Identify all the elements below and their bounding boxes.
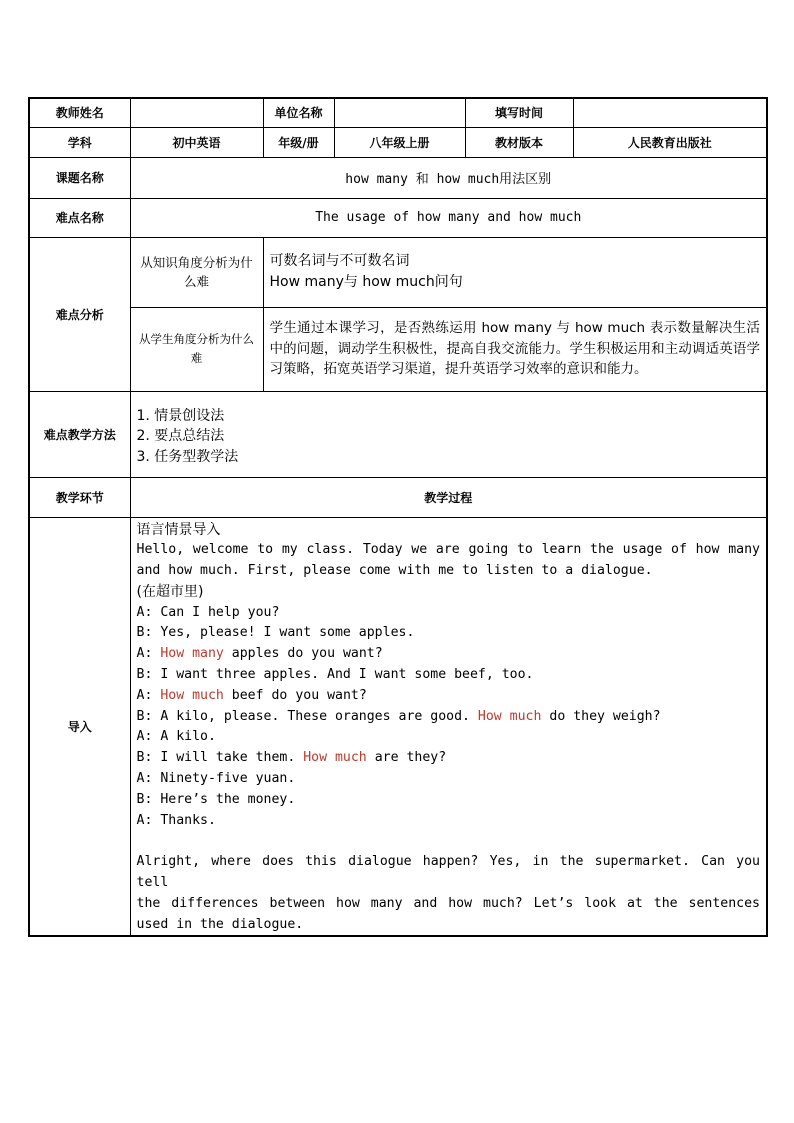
dialogue-line-3-rest: apples do you want? — [223, 646, 383, 662]
method-item-1: 1. 情景创设法 — [136, 407, 225, 424]
analysis-knowledge-row — [29, 237, 767, 307]
dialogue-line-3 — [137, 644, 761, 665]
dialogue-line-8-highlight: How much — [303, 750, 367, 766]
dialogue-line-5-rest: beef do you want? — [223, 687, 367, 703]
analysis-label: 难点分析 — [29, 237, 130, 391]
method-label: 难点教学方法 — [29, 391, 130, 477]
header-row-1 — [29, 98, 767, 127]
intro-para2-line2: the differences between how many and how much? Let’s look at the sentences — [136, 895, 760, 911]
student-angle-content: 学生通过本课学习，是否熟练运用 how many 与 how much 表示数量解决生活中的问题，调动学生积极性，提高自我交流能力。学生积极运用和主动调适英语学习策略，拓宽英语学习渠道，提升英语学习效率的意识和能力。 — [263, 307, 767, 391]
blank-line — [137, 831, 761, 852]
dialogue-line-9: A: Ninety-five yuan. — [136, 771, 296, 787]
topic-label: 课题名称 — [29, 157, 130, 198]
stage-header: 教学环节 — [29, 477, 130, 517]
unit-name-value — [334, 98, 465, 127]
dialogue-line-4: B: I want three apples. And I want some beef, too. — [136, 667, 534, 683]
method-item-2: 2. 要点总结法 — [136, 428, 225, 444]
dialogue-line-6 — [137, 707, 761, 728]
intro-para1-line2: and how much. First, please come with me to listen to a dialogue. — [136, 563, 653, 579]
dialogue-line-5 — [137, 686, 761, 707]
dialogue-line-3-speaker: A: — [136, 646, 161, 662]
teacher-name-label: 教师姓名 — [29, 98, 130, 127]
difficulty-row — [29, 198, 767, 237]
dialogue-line-5-speaker: A: — [136, 687, 161, 703]
dialogue-line-11: A: Thanks. — [136, 812, 216, 828]
dialogue-line-7: A: A kilo. — [136, 729, 216, 745]
intro-stage-label: 导入 — [29, 517, 130, 936]
dialogue-line-2: B: Yes, please! I want some apples. — [136, 625, 415, 641]
dialogue-line-8-rest: are they? — [366, 750, 447, 766]
analysis-student-row — [29, 307, 767, 391]
unit-name-label: 单位名称 — [263, 98, 334, 127]
subject-label: 学科 — [29, 127, 130, 157]
topic-value: how many 和 how much用法区别 — [130, 157, 767, 198]
intro-row — [29, 517, 767, 936]
dialogue-line-8-start: B: I will take them. — [136, 750, 304, 766]
intro-title: 语言情景导入 — [136, 521, 221, 538]
grade-label: 年级/册 — [263, 127, 334, 157]
header-row-2 — [29, 127, 767, 157]
dialogue-line-5-highlight: How much — [160, 687, 224, 703]
dialogue-line-8 — [137, 748, 761, 769]
difficulty-label: 难点名称 — [29, 198, 130, 237]
grade-value: 八年级上册 — [334, 127, 465, 157]
intro-para2-line1: Alright, where does this dialogue happen? Yes, in the supermarket. Can you tell — [136, 854, 760, 891]
dialogue-line-6-rest: do they weigh? — [541, 708, 661, 724]
dialogue-line-6-highlight: How much — [477, 708, 542, 724]
student-angle-label: 从学生角度分析为什么难 — [130, 307, 263, 391]
method-row — [29, 391, 767, 477]
intro-para2-line3: used in the dialogue. — [136, 916, 304, 932]
dialogue-line-10: B: Here’s the money. — [136, 791, 296, 807]
fill-date-value — [573, 98, 767, 127]
intro-content — [130, 517, 767, 936]
subject-value: 初中英语 — [130, 127, 263, 157]
teacher-name-value — [130, 98, 263, 127]
knowledge-angle-label: 从知识角度分析为什么难 — [130, 237, 263, 307]
knowledge-line-1: 可数名词与不可数名词 — [269, 253, 410, 269]
process-header-row — [29, 477, 767, 517]
edition-value: 人民教育出版社 — [573, 127, 767, 157]
dialogue-line-6-start: B: A kilo, please. These oranges are good. — [136, 708, 478, 724]
method-item-3: 3. 任务型教学法 — [136, 448, 239, 465]
topic-row — [29, 157, 767, 198]
dialogue-line-1: A: Can I help you? — [136, 604, 280, 620]
dialogue-line-3-highlight: How many — [160, 646, 224, 662]
process-header: 教学过程 — [130, 477, 767, 517]
edition-label: 教材版本 — [465, 127, 573, 157]
method-list — [130, 391, 767, 477]
knowledge-angle-content — [263, 237, 767, 307]
difficulty-value: The usage of how many and how much — [130, 198, 767, 237]
knowledge-line-2: How many与 how much问句 — [269, 274, 463, 290]
intro-scene: (在超市里) — [136, 583, 204, 600]
lesson-plan-table — [28, 97, 768, 937]
intro-para1-line1: Hello, welcome to my class. Today we are going to learn the usage of how many — [136, 542, 760, 558]
fill-date-label: 填写时间 — [465, 98, 573, 127]
